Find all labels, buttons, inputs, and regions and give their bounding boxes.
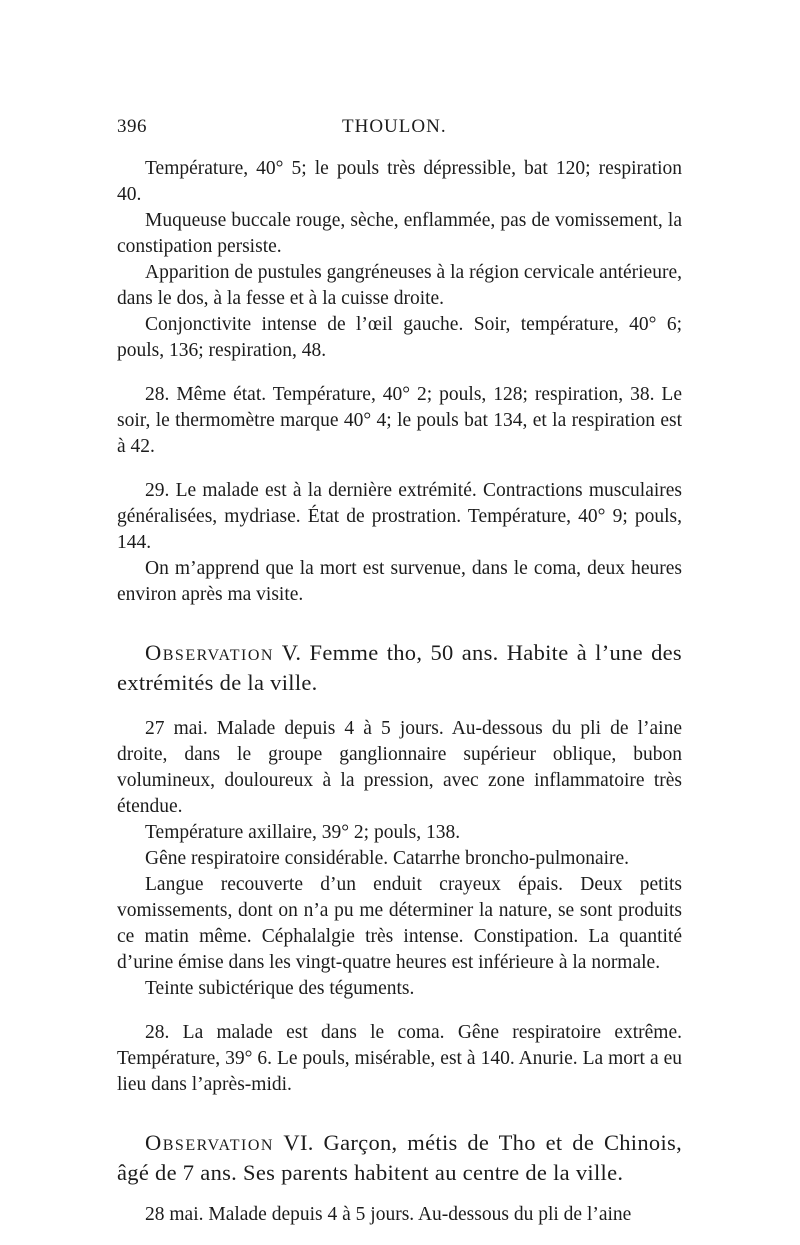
observation-title: Femme tho, 50 ans. Habite à l’une des extrémités de la ville. xyxy=(117,640,682,695)
running-title: THOULON. xyxy=(342,116,447,137)
paragraph-27-mai: 27 mai. Malade depuis 4 à 5 jours. Au-dessous du pli de l’aine droite, dans le groupe ganglionnaire supérieur oblique, bubon volumineux, douloureux à la pression, avec zone inflammatoire très étendue. xyxy=(117,718,682,817)
paragraph-day-28: 28. Même état. Température, 40° 2; pouls, 128; respiration, 38. Le soir, le thermomètre marque 40° 4; le pouls bat 134, et la respiration est à 42. xyxy=(117,384,682,457)
paragraph-pustules: Apparition de pustules gangréneuses à la région cervicale antérieure, dans le dos, à la fesse et à la cuisse droite. xyxy=(117,262,682,309)
observation-label: Observation xyxy=(145,1130,274,1155)
page-number: 396 xyxy=(117,116,147,137)
book-page xyxy=(117,112,682,1228)
paragraph-teinte: Teinte subictérique des téguments. xyxy=(145,978,415,999)
observation-title: Garçon, métis de Tho et de Chinois, âgé de 7 ans. Ses parents habitent au centre de la ville. xyxy=(117,1130,682,1185)
running-head xyxy=(117,112,682,142)
observation-vi-heading xyxy=(117,1128,682,1188)
paragraph-temperature: Température, 40° 5; le pouls très dépressible, bat 120; respiration 40. xyxy=(117,158,682,205)
paragraph-temperature-axillaire: Température axillaire, 39° 2; pouls, 138. xyxy=(145,822,461,843)
paragraph-day-29: 29. Le malade est à la dernière extrémité. Contractions musculaires généralisées, mydriase. État de prostration. Température, 40° 9; pouls, 144. xyxy=(117,480,682,553)
paragraph-day-28-coma: 28. La malade est dans le coma. Gêne respiratoire extrême. Température, 39° 6. Le pouls, misérable, est à 140. Anurie. La mort a eu lieu dans l’après-midi. xyxy=(117,1022,682,1095)
observation-label: Observation xyxy=(145,640,274,665)
observation-number: V. xyxy=(281,640,302,665)
paragraph-gene: Gêne respiratoire considérable. Catarrhe broncho-pulmonaire. xyxy=(145,848,630,869)
paragraph-conjonctivite: Conjonctivite intense de l’œil gauche. Soir, température, 40° 6; pouls, 136; respiration, 48. xyxy=(117,314,682,361)
paragraph-muqueuse: Muqueuse buccale rouge, sèche, enflammée, pas de vomissement, la constipation persiste. xyxy=(117,210,682,257)
observation-v-heading xyxy=(117,638,682,698)
paragraph-28-mai: 28 mai. Malade depuis 4 à 5 jours. Au-dessous du pli de l’aine xyxy=(145,1204,632,1225)
paragraph-langue: Langue recouverte d’un enduit crayeux épais. Deux petits vomissements, dont on n’a pu me déterminer la nature, se sont produits ce matin même. Céphalalgie très intense. Constipation. La quantité d’urine émise dans les vingt-quatre heures est inférieure à la normale. xyxy=(117,874,682,973)
observation-number: VI. xyxy=(283,1130,314,1155)
paragraph-death: On m’apprend que la mort est survenue, dans le coma, deux heures environ après ma visite. xyxy=(117,558,682,605)
